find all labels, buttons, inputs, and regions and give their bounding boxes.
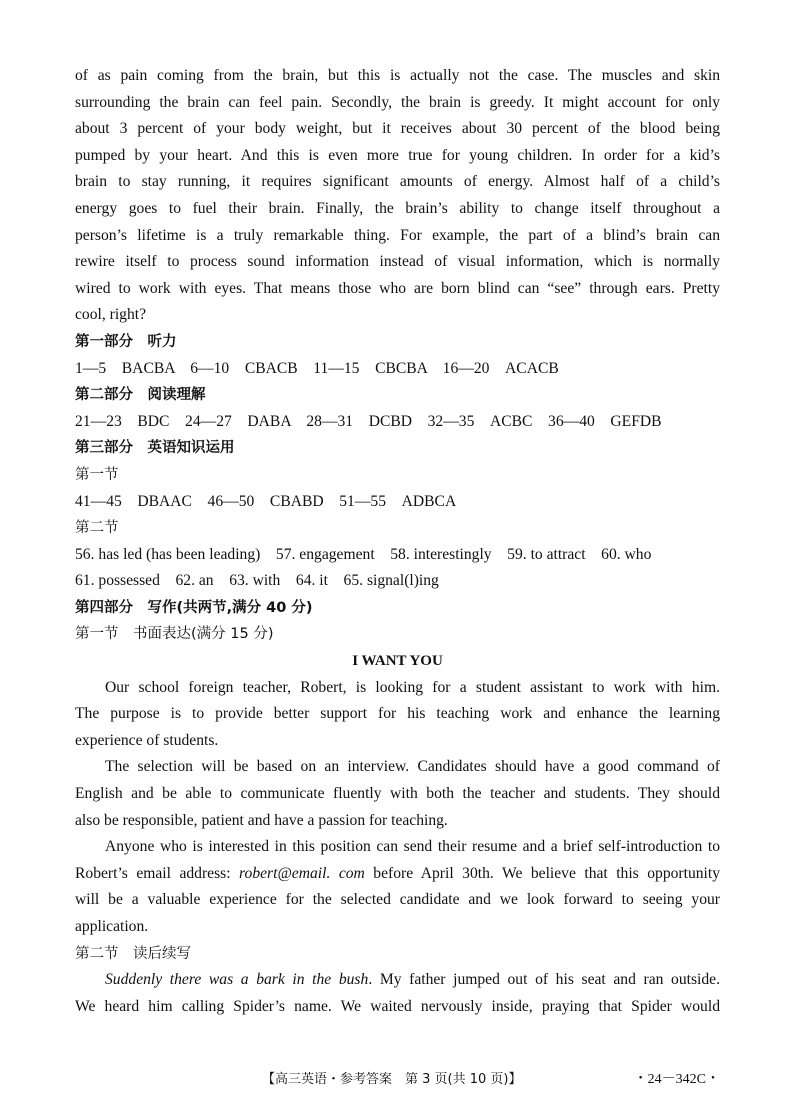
passage-line: rewire itself to process sound information instead of visual information, which is normally: [75, 253, 720, 271]
footer-page-info: 【高三英语・参考答案 第 3 页(共 10 页)】: [262, 1072, 522, 1087]
essay-para3-line: will be a valuable experience for the selected candidate and we look forward to seeing your: [75, 891, 720, 909]
essay-para3-line: Anyone who is interested in this position can send their resume and a brief self-introduction to: [105, 838, 720, 856]
continuation-line: We heard him calling Spider’s name. We waited nervously inside, praying that Spider would: [75, 997, 720, 1015]
part1-heading: 第一部分 听力: [75, 333, 177, 350]
essay-para2-line: English and be able to communicate fluently with both the teacher and students. They should: [75, 785, 720, 803]
email-label: Robert’s email address:: [75, 864, 240, 882]
part2-heading: 第二部分 阅读理解: [75, 387, 206, 404]
part3-section2-label: 第二节: [75, 520, 119, 537]
part3-heading: 第三部分 英语知识运用: [75, 440, 235, 457]
passage-line: surrounding the brain can feel pain. Secondly, the brain is greedy. It might account for only: [75, 93, 720, 111]
part3-section1-label: 第一节: [75, 466, 119, 483]
essay-para2-line: The selection will be based on an interview. Candidates should have a good command of: [105, 758, 720, 776]
essay-para2-line: also be responsible, patient and have a passion for teaching.: [75, 811, 448, 829]
part3-section2-answers-line1: 56. has led (has been leading) 57. engagement 58. interestingly 59. to attract 60. who: [75, 545, 652, 563]
essay-para1-line: experience of students.: [75, 731, 219, 749]
passage-line: about 3 percent of your body weight, but it receives about 30 percent of the blood being: [75, 120, 720, 138]
passage-line: energy goes to fuel their brain. Finally, the brain’s ability to change itself throughout a: [75, 199, 720, 217]
essay-para1-line: Our school foreign teacher, Robert, is looking for a student assistant to work with him.: [105, 678, 720, 696]
essay-para3-line: application.: [75, 918, 149, 935]
part2-answers: 21—23 BDC 24—27 DABA 28—31 DCBD 32—35 ACBC 36—40 GEFDB: [75, 412, 662, 430]
passage-line: brain to stay running, it requires significant amounts of energy. Almost half of a child’s: [75, 173, 720, 191]
continuation-line: [75, 967, 720, 994]
email-address: robert@email. com: [239, 864, 365, 882]
passage-line: wired to work with eyes. That means those who are born blind can “see” through ears. Pretty: [75, 279, 720, 297]
part3-section2-answers-line2: 61. possessed 62. an 63. with 64. it 65. signal(l)ing: [75, 572, 439, 590]
continuation-rest: . My father jumped out of his seat and ran outside.: [368, 971, 721, 989]
part3-section1-answers: 41—45 DBAAC 46—50 CBABD 51—55 ADBCA: [75, 492, 457, 510]
part4-section1-label: 第一节 书面表达(满分 15 分): [75, 626, 274, 643]
footer-code: ・24－342C・: [633, 1072, 720, 1087]
continuation-opening-sentence: Suddenly there was a bark in the bush: [105, 971, 369, 989]
essay-title: I WANT YOU: [352, 653, 443, 670]
page-footer: [0, 1068, 794, 1092]
part1-answers: 1—5 BACBA 6—10 CBACB 11—15 CBCBA 16—20 ACACB: [75, 359, 559, 377]
essay-para1-line: The purpose is to provide better support for his teaching work and enhance the learning: [75, 705, 720, 723]
answer-key-page: [75, 63, 720, 1020]
essay-para3-line: [75, 861, 720, 888]
email-line-rest: before April 30th. We believe that this opportunity: [364, 864, 721, 882]
passage-line: cool, right?: [75, 306, 147, 324]
passage-line: pumped by your heart. And this is even more true for young children. In order for a kid’s: [75, 146, 720, 164]
passage-line: of as pain coming from the brain, but this is actually not the case. The muscles and skin: [75, 67, 720, 84]
passage-line: person’s lifetime is a truly remarkable thing. For example, the part of a blind’s brain can: [75, 226, 720, 244]
part4-section2-label: 第二节 读后续写: [75, 945, 191, 962]
part4-heading: 第四部分 写作(共两节,满分 40 分): [75, 599, 313, 616]
